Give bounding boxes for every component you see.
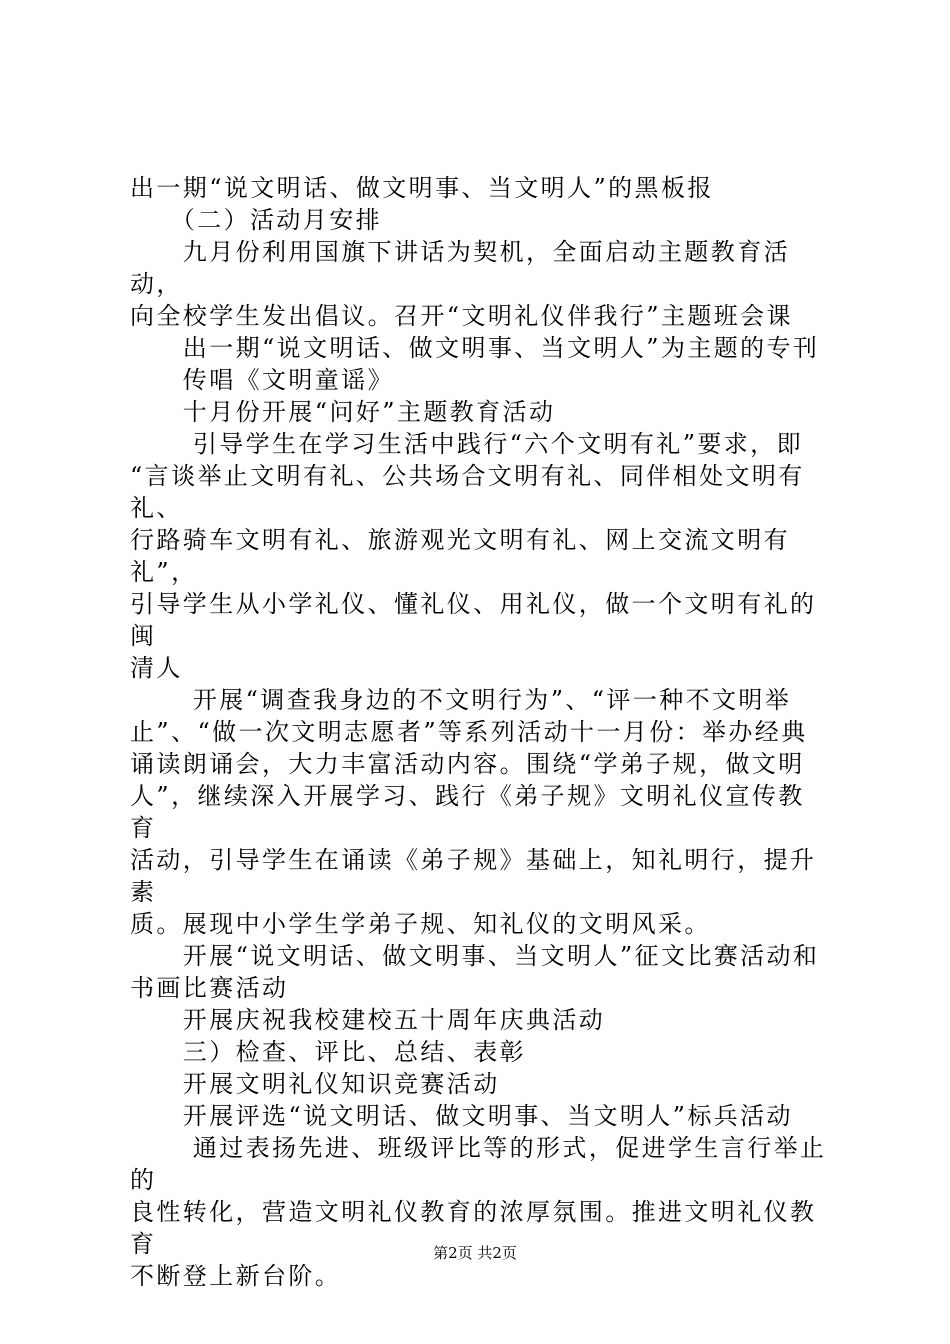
text-line: 良性转化，营造文明礼仪教育的浓厚氛围。推进文明礼仪教育 <box>130 1198 817 1258</box>
text-line: 质。展现中小学生学弟子规、知礼仪的文明风采。 <box>130 910 711 938</box>
text-line: 止”、“做一次文明志愿者”等系列活动十一月份：举办经典 <box>130 718 808 746</box>
text-line: 人”，继续深入开展学习、践行《弟子规》文明礼仪宣传教育 <box>130 782 805 842</box>
document-body <box>130 172 830 1292</box>
text-line: 诵读朗诵会，大力丰富活动内容。围绕“学弟子规，做文明 <box>130 750 805 778</box>
page-number-footer: 第2页 共2页 <box>433 1244 517 1262</box>
section-heading: 三）检查、评比、总结、表彰 <box>130 1038 526 1066</box>
text-line: 清人 <box>130 654 183 682</box>
text-line: 通过表扬先进、班级评比等的形式，促进学生言行举止的 <box>130 1134 827 1194</box>
text-line: 九月份利用国旗下讲话为契机，全面启动主题教育活动， <box>130 238 790 298</box>
text-line: 开展“说文明话、做文明事、当文明人”征文比赛活动和 <box>130 942 820 970</box>
text-line: 十月份开展“问好”主题教育活动 <box>130 398 556 426</box>
text-line: 开展评选“说文明话、做文明事、当文明人”标兵活动 <box>130 1102 793 1130</box>
text-line: 活动，引导学生在诵读《弟子规》基础上，知礼明行，提升素 <box>130 846 817 906</box>
section-heading: （二）活动月安排 <box>130 206 382 234</box>
text-line: 传唱《文明童谣》 <box>130 366 394 394</box>
text-line: 出一期“说文明话、做文明事、当文明人”的黑板报 <box>130 174 714 202</box>
text-line: 开展文明礼仪知识竞赛活动 <box>130 1070 500 1098</box>
text-line: 不断登上新台阶。 <box>130 1262 342 1290</box>
text-line: 出一期“说文明话、做文明事、当文明人”为主题的专刊 <box>130 334 820 362</box>
text-line: “言谈举止文明有礼、公共场合文明有礼、同伴相处文明有礼、 <box>130 462 805 522</box>
text-line: 引导学生在学习生活中践行“六个文明有礼”要求，即 <box>130 430 803 458</box>
text-line: 引导学生从小学礼仪、懂礼仪、用礼仪，做一个文明有礼的闽 <box>130 590 817 650</box>
text-line: 向全校学生发出倡议。召开“文明礼仪伴我行”主题班会课 <box>130 302 793 330</box>
text-line: 行路骑车文明有礼、旅游观光文明有礼、网上交流文明有礼”， <box>130 526 790 586</box>
text-line: 开展“调查我身边的不文明行为”、“评一种不文明举 <box>130 686 792 714</box>
text-line: 书画比赛活动 <box>130 974 289 1002</box>
text-line: 开展庆祝我校建校五十周年庆典活动 <box>130 1006 606 1034</box>
